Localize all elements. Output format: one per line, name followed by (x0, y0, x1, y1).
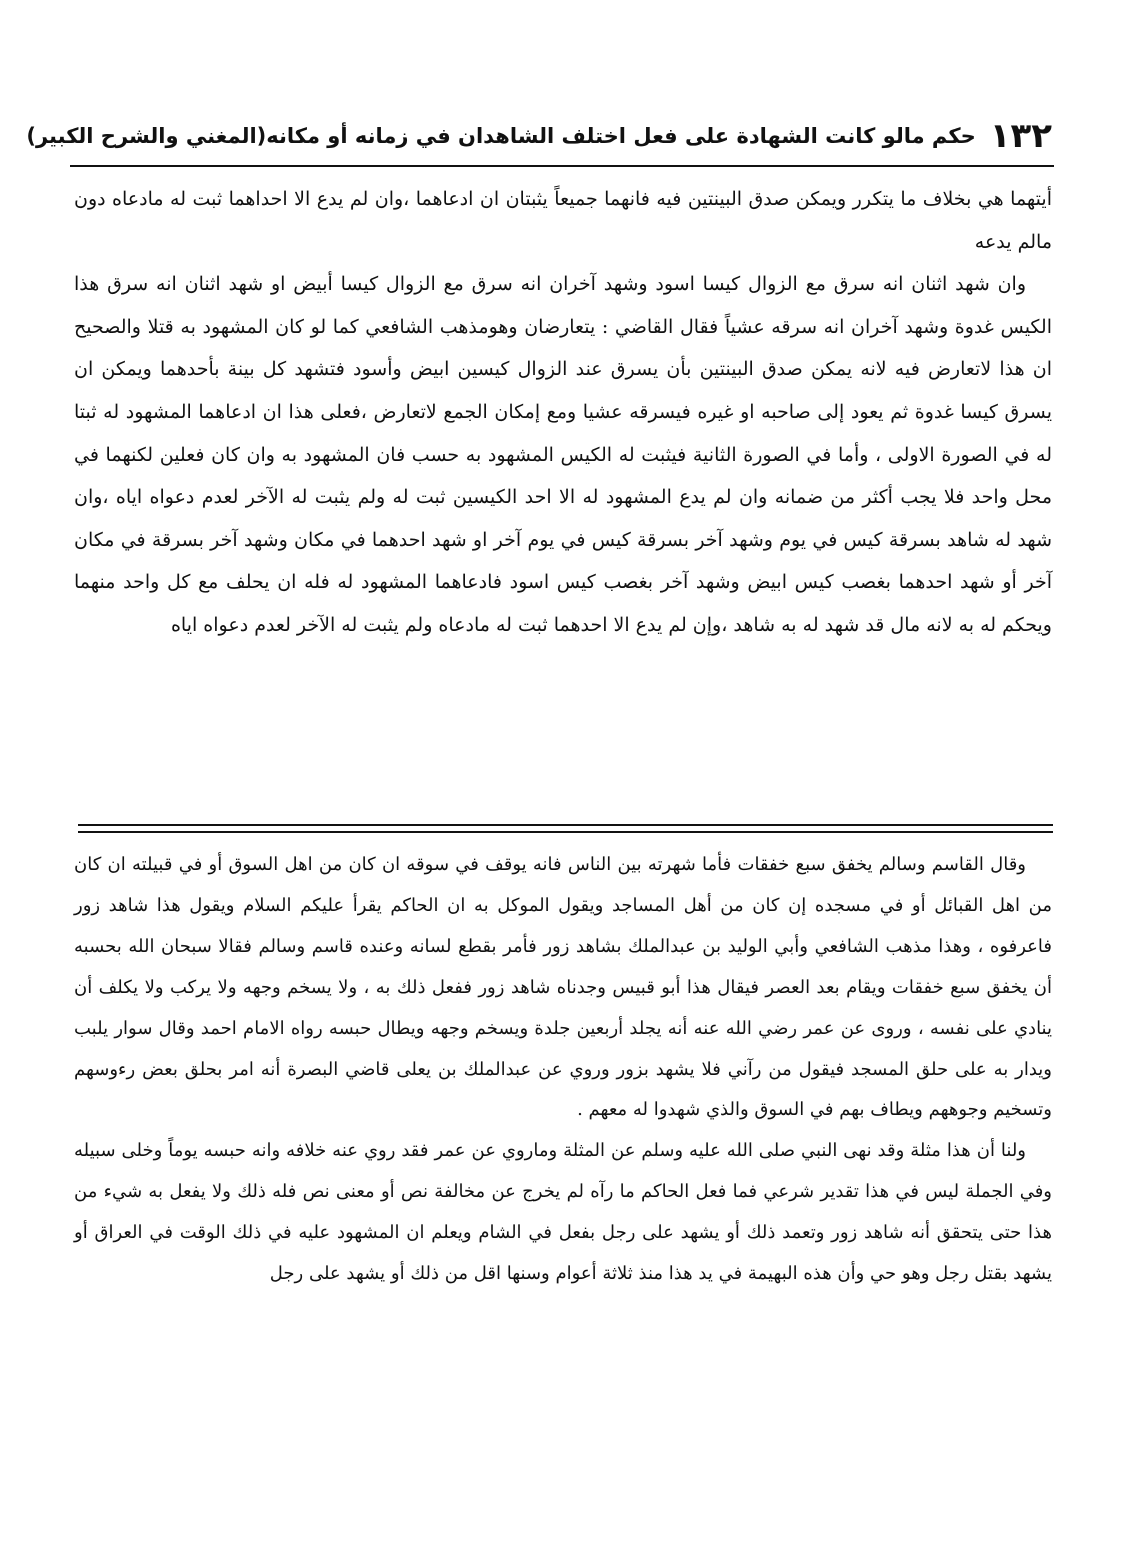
main-text (74, 178, 1052, 647)
page-header (26, 112, 1052, 160)
section-title: حكم مالو كانت الشهادة على فعل اختلف الشاهدان في زمانه أو مكانه (266, 124, 976, 148)
main-paragraph: وان شهد اثنان انه سرق مع الزوال كيسا اسود وشهد آخران انه سرق مع الزوال كيسا أبيض او شهد اثنان انه سرق هذا الكيس غدوة وشهد آخران انه سرقه عشياً فقال القاضي : يتعارضان وهومذهب الشافعي كما لو كان المشهود به قتلا والصحيح ان هذا لاتعارض فيه لانه يمكن صدق البينتين بأن يسرق عند الزوال كيسين ابيض وأسود فتشهد كل بينة بأحدهما ويمكن ان يسرق كيسا غدوة ثم يعود إلى صاحبه او غيره فيسرقه عشيا ومع إمكان الجمع لاتعارض ،فعلى هذا ان ادعاهما المشهود له ثبتا له في الصورة الاولى ، وأما في الصورة الثانية فيثبت له الكيس المشهود به حسب فان المشهود به وان كان فعلين لكنهما في محل واحد فلا يجب أكثر من ضمانه وان لم يدع المشهود له الا احد الكيسين ثبت له ولم يثبت له الآخر لعدم دعواه اياه ،وان شهد له شاهد بسرقة كيس في يوم وشهد آخر بسرقة كيس في يوم آخر او شهد احدهما في مكان وشهد آخر بسرقة في مكان آخر أو شهد احدهما بغصب كيس ابيض وشهد آخر بغصب كيس اسود فادعاهما المشهود له فله ان يحلف مع كل واحد منهما ويحكم له به لانه مال قد شهد له به شاهد ،وإن لم يدع الا احدهما ثبت له مادعاه ولم يثبت له الآخر لعدم دعواه اياه (74, 273, 1052, 636)
main-paragraph: أيتهما هي بخلاف ما يتكرر ويمكن صدق البينتين فيه فانهما جميعاً يثبتان ان ادعاهما ،وان لم يدع الا احداهما ثبت له مادعاه دون مالم يدعه (74, 188, 1052, 253)
page-number: ١٣٢ (989, 116, 1052, 156)
header-rule (70, 165, 1054, 167)
commentary-paragraph: ولنا أن هذا مثلة وقد نهى النبي صلى الله عليه وسلم عن المثلة وماروي عن عمر فقد روي عنه خلافه وانه حبسه يوماً وخلى سبيله وفي الجملة ليس في هذا تقدير شرعي فما فعل الحاكم ما رآه لم يخرج عن مخالفة نص أو معنى نص فله ذلك ولا يفعل به شيء من هذا حتى يتحقق أنه شاهد زور وتعمد ذلك أو يشهد على رجل بفعل في الشام ويعلم ان المشهود عليه في ذلك الوقت في العراق أو يشهد بقتل رجل وهو حي وأن هذه البهيمة في يد هذا منذ ثلاثة أعوام وسنها اقل من ذلك أو يشهد على رجل (74, 1140, 1052, 1285)
section-divider (78, 824, 1053, 833)
commentary-text (74, 845, 1052, 1295)
book-title: (المغني والشرح الكبير) (26, 124, 267, 148)
commentary-paragraph: وقال القاسم وسالم يخفق سبع خفقات فأما شهرته بين الناس فانه يوقف في سوقه ان كان من اهل السوق أو في قبيلته ان كان من اهل القبائل أو في مسجده إن كان من أهل المساجد ويقول الموكل به ان الحاكم يقرأ عليكم السلام ويقول هذا شاهد زور فاعرفوه ، وهذا مذهب الشافعي وأبي الوليد بن عبدالملك بشاهد زور فأمر بقطع لسانه وعنده قاسم وسالم فقالا سبحان الله بحسبه أن يخفق سبع خفقات ويقام بعد العصر فيقال هذا أبو قبيس وجدناه شاهد زور ففعل ذلك به ، ولا يسخم وجهه ولا يركب ولا يكلف أن ينادي على نفسه ، وروى عن عمر رضي الله عنه أنه يجلد أربعين جلدة ويسخم وجهه ويطال حبسه رواه الامام احمد وقال سوار يلبب ويدار به على حلق المسجد فيقول من رآني فلا يشهد بزور وروي عن عبدالملك بن يعلى قاضي البصرة أنه امر بحلق بعض رءوسهم وتسخيم وجوههم ويطاف بهم في السوق والذي شهدوا له معهم . (74, 854, 1052, 1121)
